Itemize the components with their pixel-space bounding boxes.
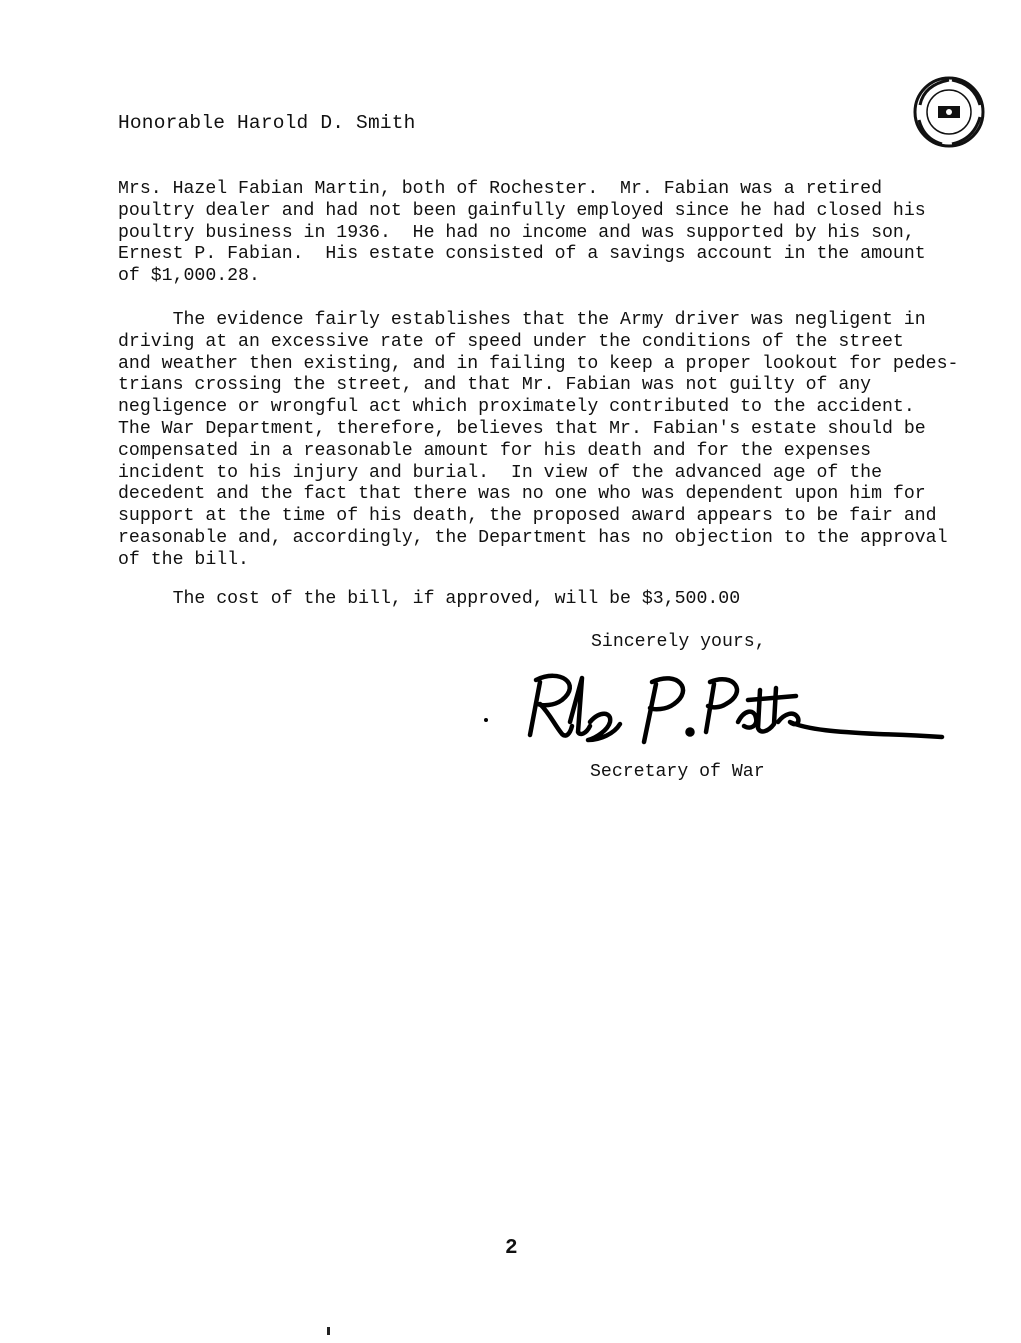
text-line: compensated in a reasonable amount for his death and for the expenses (118, 440, 872, 461)
paragraph-decedent-details (118, 179, 926, 288)
text-line: incident to his injury and burial. In view of the advanced age of the (118, 462, 882, 483)
signature-title: Secretary of War (590, 762, 765, 782)
text-line: decedent and the fact that there was no one who was dependent upon him for (118, 484, 926, 505)
text-line: of $1,000.28. (118, 266, 260, 287)
text-line: trians crossing the street, and that Mr. Fabian was not guilty of any (118, 375, 872, 396)
salutation: Honorable Harold D. Smith (118, 112, 416, 134)
text-line: The War Department, therefore, believes that Mr. Fabian's estate should be (118, 418, 926, 439)
handwritten-signature (478, 660, 948, 755)
text-line: and weather then existing, and in failing to keep a proper lookout for pedes- (118, 353, 959, 374)
text-line: The cost of the bill, if approved, will be $3,500.00 (118, 589, 741, 609)
text-line: driving at an excessive rate of speed under the conditions of the street (118, 331, 904, 352)
library-seal-stamp (912, 75, 986, 149)
scan-speck (327, 1327, 330, 1335)
text-line: poultry dealer and had not been gainfully employed since he had closed his (118, 200, 926, 221)
text-line: support at the time of his death, the proposed award appears to be fair and (118, 506, 937, 527)
text-line: Mrs. Hazel Fabian Martin, both of Rochester. Mr. Fabian was a retired (118, 179, 882, 199)
text-line: Ernest P. Fabian. His estate consisted of a savings account in the amount (118, 244, 926, 265)
text-line: The evidence fairly establishes that the Army driver was negligent in (118, 310, 926, 330)
text-line: poultry business in 1936. He had no income and was supported by his son, (118, 222, 915, 243)
paragraph-cost (118, 589, 918, 611)
text-line: negligence or wrongful act which proximately contributed to the accident. (118, 397, 915, 418)
page-number: 2 (505, 1237, 518, 1260)
paragraph-evidence (118, 310, 959, 572)
text-line: reasonable and, accordingly, the Department has no objection to the approval (118, 527, 948, 548)
closing: Sincerely yours, (591, 632, 766, 652)
text-line: of the bill. (118, 549, 249, 570)
